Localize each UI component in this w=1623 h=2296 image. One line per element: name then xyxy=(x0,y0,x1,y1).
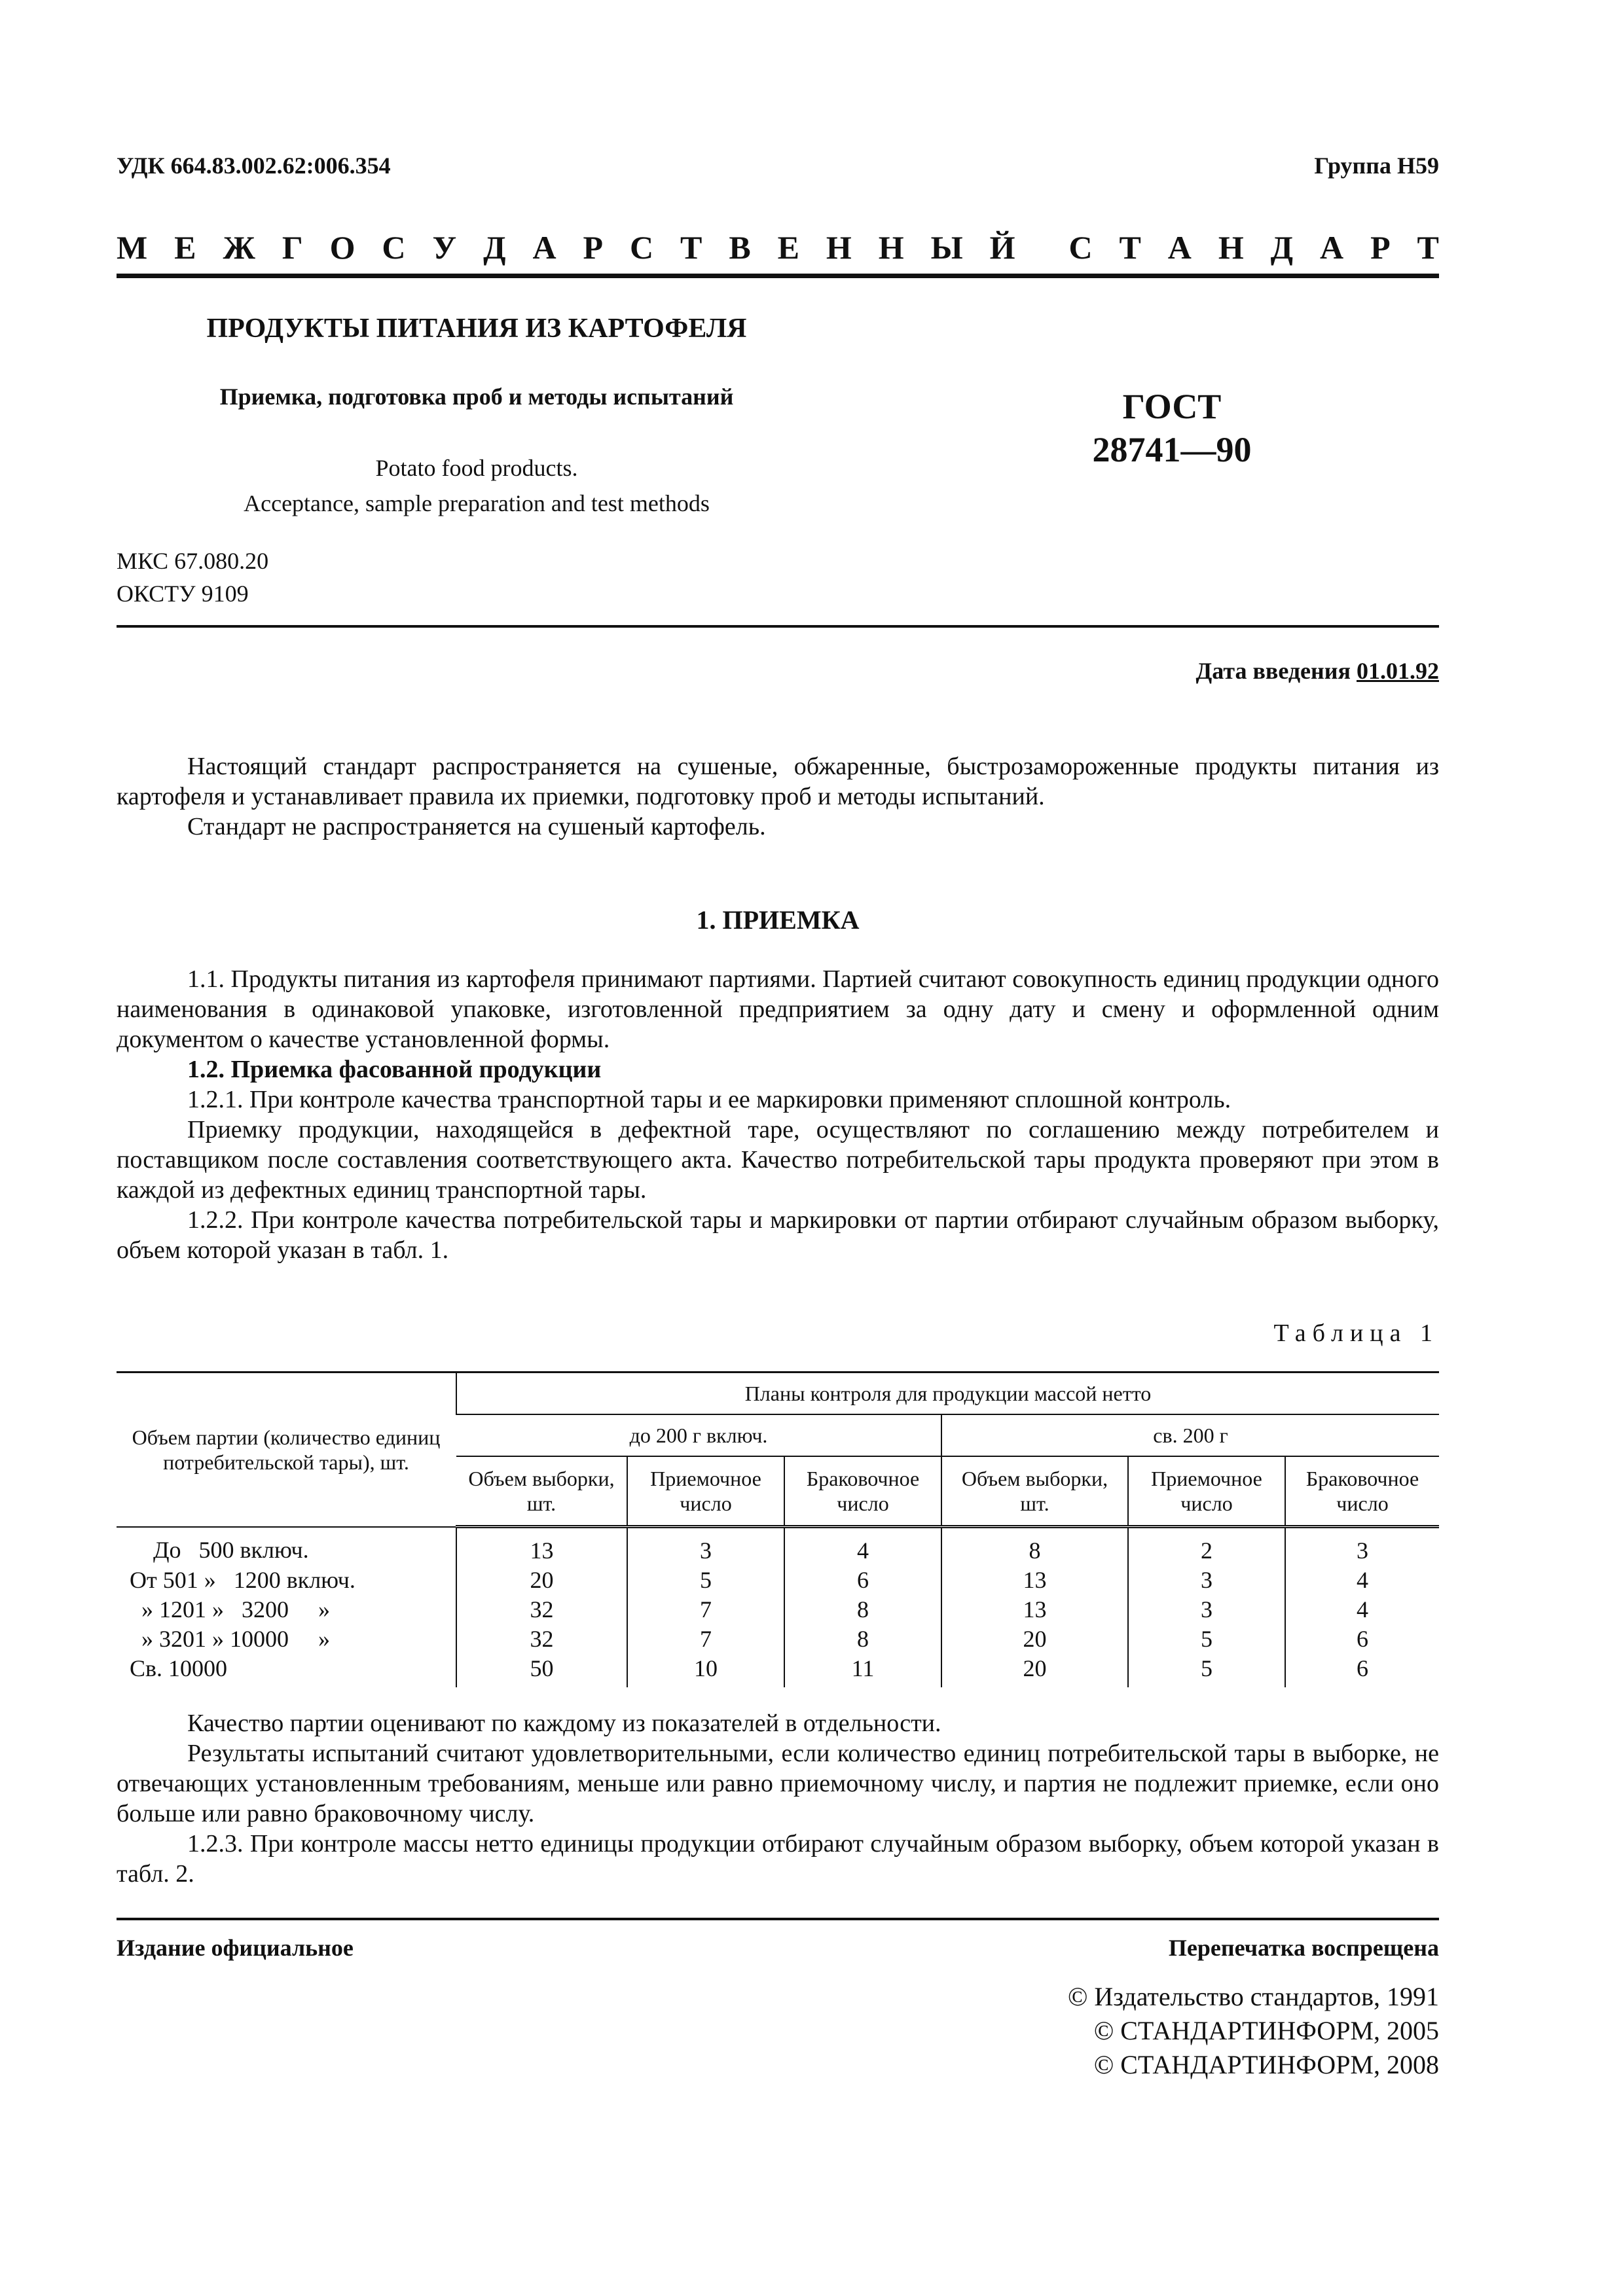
table-cell-lot-size: » 3201 » 10000 » xyxy=(130,1626,330,1652)
clause-1-2-1: 1.2.1. При контроле качества транспортной тары и ее маркировки применяют сплошной контроль. xyxy=(187,1086,1231,1113)
table-cell-lot-size: » 1201 » 3200 » xyxy=(130,1596,330,1623)
mks-code: МКС 67.080.20 xyxy=(117,548,269,574)
table-cell: 6 xyxy=(1285,1654,1439,1687)
table-cell: 5 xyxy=(1128,1654,1285,1687)
clause-1-2-heading: 1.2. Приемка фасованной продукции xyxy=(187,1056,602,1083)
after-table-paragraph-2: Результаты испытаний считают удовлетворительными, если количество единиц потребительской тары в выборке, не отвечающих установленным требованиям, меньше или равно приемочному числу, и партия не подлежит приемке, если оно больше или равно браковочному числу. xyxy=(117,1740,1439,1827)
gost-label: ГОСТ xyxy=(1122,387,1222,426)
table-cell: 4 xyxy=(1285,1566,1439,1595)
okstu-code: ОКСТУ 9109 xyxy=(117,581,249,607)
clause-1-2-3: 1.2.3. При контроле массы нетто единицы продукции отбирают случайным образом выборку, объем которой указан в табл. 2. xyxy=(117,1830,1439,1888)
copyright-block xyxy=(1068,1980,1439,2082)
table-cell: 3 xyxy=(1128,1566,1285,1595)
table-cell-lot-size: До 500 включ. xyxy=(130,1537,309,1564)
clause-1-2-2: 1.2.2. При контроле качества потребительской тары и маркировки от партии отбирают случайным образом выборку, объем которой указан в табл. 1. xyxy=(117,1206,1439,1264)
table-cell: 8 xyxy=(784,1624,941,1654)
table-cell: 5 xyxy=(627,1566,784,1595)
table-cell: 13 xyxy=(941,1566,1128,1595)
banner-letter: С xyxy=(382,229,406,266)
after-table-text xyxy=(117,1708,1439,1889)
table-cell-lot-size: Св. 10000 xyxy=(130,1655,228,1681)
banner-letter: Р xyxy=(1370,229,1391,266)
banner-letter: Т xyxy=(1119,229,1141,266)
table-1 xyxy=(117,1371,1439,1687)
banner-letter: Т xyxy=(1417,229,1439,266)
english-title-line-1: Potato food products. xyxy=(375,455,578,481)
table-cell: 6 xyxy=(1285,1624,1439,1654)
table-cell: 20 xyxy=(941,1654,1128,1687)
banner-letter: Н xyxy=(826,229,852,266)
english-title xyxy=(117,450,837,521)
intro-paragraph-1: Настоящий стандарт распространяется на сушеные, обжаренные, быстрозамороженные продукты питания из картофеля и устанавливает правила их приемки, подготовку проб и методы испытаний. xyxy=(117,753,1439,810)
banner-letter: М xyxy=(117,229,148,266)
document-title: ПРОДУКТЫ ПИТАНИЯ ИЗ КАРТОФЕЛЯ xyxy=(206,314,747,344)
table-cell: 4 xyxy=(1285,1595,1439,1624)
banner-letter: С xyxy=(629,229,654,266)
table-header-lot-size: Объем партии (количество единиц потребительской тары), шт. xyxy=(117,1372,456,1527)
gost-number xyxy=(1061,385,1283,471)
group-code: Группа Н59 xyxy=(1314,152,1439,179)
effective-date xyxy=(1196,657,1440,685)
table-cell: 20 xyxy=(456,1566,627,1595)
official-edition-label: Издание официальное xyxy=(117,1935,354,1961)
table-header-rejection-number: Браковочное число xyxy=(1285,1456,1439,1527)
copyright-line: © СТАНДАРТИНФОРМ, 2005 xyxy=(1093,2016,1439,2045)
table-header-sample-size: Объем выборки, шт. xyxy=(941,1456,1128,1527)
table-caption: Таблица 1 xyxy=(1273,1319,1439,1347)
after-table-paragraph-1: Качество партии оценивают по каждому из показателей в отдельности. xyxy=(187,1710,941,1737)
footer-rule xyxy=(117,1918,1439,1920)
banner-letter: Н xyxy=(878,229,904,266)
document-subtitle: Приемка, подготовка проб и методы испытаний xyxy=(219,384,734,410)
table-cell: 13 xyxy=(456,1527,627,1566)
table-cell: 2 xyxy=(1128,1527,1285,1566)
table-header-rejection-number: Браковочное число xyxy=(784,1456,941,1527)
table-cell: 6 xyxy=(784,1566,941,1595)
table-cell: 5 xyxy=(1128,1624,1285,1654)
table-header-acceptance-number: Приемочное число xyxy=(627,1456,784,1527)
banner-letter: Е xyxy=(777,229,799,266)
intro-text xyxy=(117,751,1439,842)
table-cell: 32 xyxy=(456,1595,627,1624)
banner-letter: Й xyxy=(989,229,1015,266)
intro-paragraph-2: Стандарт не распространяется на сушеный картофель. xyxy=(187,813,766,840)
banner-letter: Д xyxy=(1270,229,1294,266)
banner-letter: Т xyxy=(680,229,702,266)
banner-letter: А xyxy=(532,229,556,266)
table-cell: 4 xyxy=(784,1527,941,1566)
table-row xyxy=(117,1527,1439,1566)
table-header-plans: Планы контроля для продукции массой нетто xyxy=(456,1372,1439,1415)
banner-rule xyxy=(117,274,1439,278)
table-cell: 3 xyxy=(1285,1527,1439,1566)
table-cell: 8 xyxy=(941,1527,1128,1566)
header-rule xyxy=(117,625,1439,628)
banner-letter: Р xyxy=(583,229,604,266)
table-cell: 10 xyxy=(627,1654,784,1687)
reprint-prohibited-label: Перепечатка воспрещена xyxy=(1168,1935,1439,1961)
table-cell-lot-size: От 501 » 1200 включ. xyxy=(130,1567,356,1593)
table-cell: 3 xyxy=(627,1527,784,1566)
table-header-acceptance-number: Приемочное число xyxy=(1128,1456,1285,1527)
banner-letter: Ы xyxy=(930,229,963,266)
banner-letter: А xyxy=(1320,229,1344,266)
table-header-sample-size: Объем выборки, шт. xyxy=(456,1456,627,1527)
banner-letter: В xyxy=(729,229,751,266)
gost-code: 28741—90 xyxy=(1092,430,1252,469)
effective-date-value: 01.01.92 xyxy=(1357,658,1439,684)
table-cell: 3 xyxy=(1128,1595,1285,1624)
table-row xyxy=(117,1566,1439,1595)
table-cell: 50 xyxy=(456,1654,627,1687)
table-cell: 11 xyxy=(784,1654,941,1687)
banner-letter: Д xyxy=(483,229,506,266)
copyright-line: © СТАНДАРТИНФОРМ, 2008 xyxy=(1093,2050,1439,2079)
banner-letter: О xyxy=(329,229,356,266)
table-cell: 32 xyxy=(456,1624,627,1654)
banner-letter: С xyxy=(1068,229,1093,266)
table-cell: 7 xyxy=(627,1624,784,1654)
banner-letter: У xyxy=(432,229,457,266)
clause-1-1: 1.1. Продукты питания из картофеля принимают партиями. Партией считают совокупность единиц продукции одного наименования в одинаковой упаковке, изготовленной предприятием за одну дату и смену и оформленной одним документом о качестве установленной формы. xyxy=(117,965,1439,1053)
table-cell: 13 xyxy=(941,1595,1128,1624)
banner-letter: А xyxy=(1167,229,1192,266)
banner-letter: Е xyxy=(174,229,196,266)
table-cell: 20 xyxy=(941,1624,1128,1654)
clause-1-2-1-cont: Приемку продукции, находящейся в дефектной таре, осуществляют по соглашению между потребителем и поставщиком после составления соответствующего акта. Качество потребительской тары продукта проверяют при этом в каждой из дефектных единиц транспортной тары. xyxy=(117,1116,1439,1204)
copyright-line: © Издательство стандартов, 1991 xyxy=(1067,1982,1439,2011)
table-header-up-to-200: до 200 г включ. xyxy=(456,1414,941,1456)
interstate-standard-banner xyxy=(117,228,1439,267)
udk-code: УДК 664.83.002.62:006.354 xyxy=(117,152,391,179)
banner-letter: Ж xyxy=(223,229,255,266)
table-header-over-200: св. 200 г xyxy=(941,1414,1439,1456)
table-row xyxy=(117,1595,1439,1624)
table-cell: 7 xyxy=(627,1595,784,1624)
classification-codes xyxy=(117,545,268,610)
english-title-line-2: Acceptance, sample preparation and test methods xyxy=(244,490,710,516)
section-heading: 1. ПРИЕМКА xyxy=(696,905,860,935)
effective-date-label: Дата введения xyxy=(1195,658,1357,684)
section-1-text xyxy=(117,964,1439,1265)
table-cell: 8 xyxy=(784,1595,941,1624)
table-row xyxy=(117,1654,1439,1687)
banner-letter: Г xyxy=(282,229,303,266)
table-row xyxy=(117,1624,1439,1654)
banner-letter: Н xyxy=(1218,229,1244,266)
